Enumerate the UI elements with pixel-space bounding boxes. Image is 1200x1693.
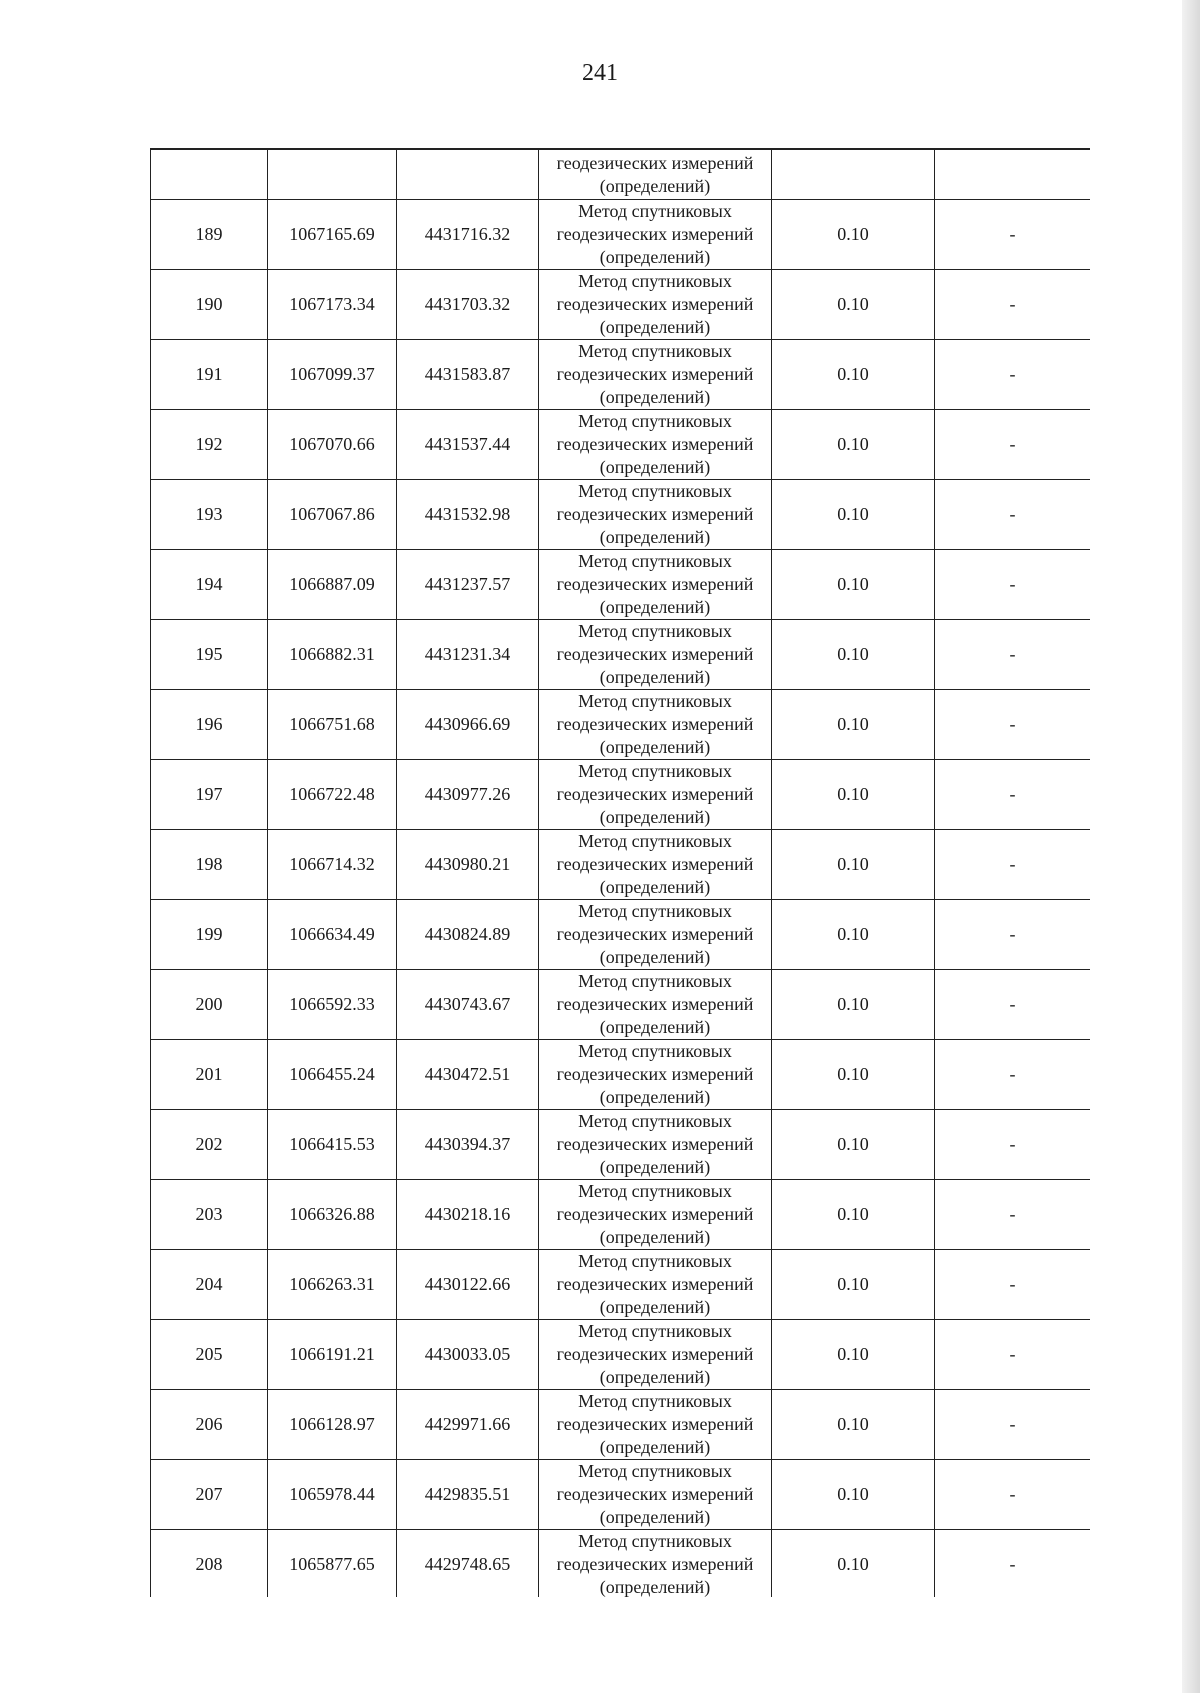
method-line: геодезических измерений (556, 224, 754, 244)
cell-point-number: 195 (151, 620, 268, 690)
method-line: геодезических измерений (556, 1064, 754, 1084)
cell-note (935, 150, 1091, 200)
table-row (151, 1040, 1091, 1110)
table-row (151, 830, 1091, 900)
cell-note: - (935, 1320, 1091, 1390)
cell-method (539, 760, 772, 830)
cell-note: - (935, 830, 1091, 900)
cell-point-number: 192 (151, 410, 268, 480)
cell-point-number: 198 (151, 830, 268, 900)
method-line: (определений) (599, 175, 711, 196)
coordinates-table (150, 149, 1090, 1597)
table-row (151, 270, 1091, 340)
cell-y-coordinate: 4431537.44 (397, 410, 539, 480)
cell-method (539, 1530, 772, 1598)
method-line: Метод спутниковых (578, 1181, 732, 1201)
method-line: Метод спутниковых (578, 621, 732, 641)
cell-precision: 0.10 (772, 1390, 935, 1460)
method-line: Метод спутниковых (578, 831, 732, 851)
method-line: Метод спутниковых (578, 1321, 732, 1341)
cell-method (539, 340, 772, 410)
method-line: геодезических измерений (556, 854, 754, 874)
cell-point-number: 194 (151, 550, 268, 620)
cell-x-coordinate: 1066128.97 (268, 1390, 397, 1460)
method-line: (определений) (599, 1437, 711, 1457)
method-line: (определений) (599, 1297, 711, 1317)
cell-note: - (935, 480, 1091, 550)
table-row (151, 340, 1091, 410)
method-line: Метод спутниковых (578, 481, 732, 501)
cell-note: - (935, 1460, 1091, 1530)
cell-precision: 0.10 (772, 970, 935, 1040)
cell-y-coordinate: 4429748.65 (397, 1530, 539, 1598)
method-line: геодезических измерений (556, 574, 754, 594)
cell-precision: 0.10 (772, 270, 935, 340)
cell-method (539, 1180, 772, 1250)
method-line: геодезических измерений (556, 994, 754, 1014)
method-line: геодезических измерений (556, 644, 754, 664)
method-line: геодезических измерений (556, 1274, 754, 1294)
method-line: геодезических измерений (556, 1554, 754, 1574)
cell-note: - (935, 550, 1091, 620)
method-line: Метод спутниковых (578, 1111, 732, 1131)
method-line: геодезических измерений (556, 1484, 754, 1504)
page-number: 241 (582, 60, 618, 86)
cell-x-coordinate: 1065877.65 (268, 1530, 397, 1598)
cell-point-number (151, 150, 268, 200)
cell-precision: 0.10 (772, 1040, 935, 1110)
table-row (151, 1250, 1091, 1320)
cell-precision: 0.10 (772, 830, 935, 900)
coordinates-table-wrapper (150, 148, 1090, 1597)
cell-y-coordinate: 4429835.51 (397, 1460, 539, 1530)
cell-method (539, 970, 772, 1040)
cell-method (539, 1250, 772, 1320)
method-line: (определений) (599, 1017, 711, 1037)
cell-y-coordinate: 4431703.32 (397, 270, 539, 340)
table-row (151, 900, 1091, 970)
method-line: геодезических измерений (556, 364, 754, 384)
cell-x-coordinate: 1066263.31 (268, 1250, 397, 1320)
table-row (151, 200, 1091, 270)
method-line: (определений) (599, 1507, 711, 1527)
cell-note: - (935, 270, 1091, 340)
method-line: Метод спутниковых (578, 761, 732, 781)
cell-point-number: 196 (151, 690, 268, 760)
cell-y-coordinate: 4430743.67 (397, 970, 539, 1040)
cell-y-coordinate: 4430824.89 (397, 900, 539, 970)
method-line: Метод спутниковых (578, 1461, 732, 1481)
cell-precision: 0.10 (772, 340, 935, 410)
method-line: геодезических измерений (556, 784, 754, 804)
method-line: (определений) (599, 1157, 711, 1177)
cell-y-coordinate: 4430977.26 (397, 760, 539, 830)
cell-precision: 0.10 (772, 690, 935, 760)
method-line: (определений) (599, 387, 711, 407)
cell-y-coordinate: 4430394.37 (397, 1110, 539, 1180)
cell-x-coordinate: 1066455.24 (268, 1040, 397, 1110)
method-line: (определений) (599, 1087, 711, 1107)
cell-x-coordinate: 1066714.32 (268, 830, 397, 900)
cell-point-number: 191 (151, 340, 268, 410)
cell-method (539, 200, 772, 270)
cell-y-coordinate: 4430472.51 (397, 1040, 539, 1110)
method-line: Метод спутниковых (578, 971, 732, 991)
table-row (151, 550, 1091, 620)
method-line: (определений) (599, 247, 711, 267)
method-line: Метод спутниковых (578, 691, 732, 711)
cell-note: - (935, 1110, 1091, 1180)
table-row (151, 480, 1091, 550)
cell-note: - (935, 410, 1091, 480)
cell-y-coordinate: 4430122.66 (397, 1250, 539, 1320)
cell-point-number: 202 (151, 1110, 268, 1180)
cell-point-number: 200 (151, 970, 268, 1040)
cell-point-number: 207 (151, 1460, 268, 1530)
cell-y-coordinate: 4429971.66 (397, 1390, 539, 1460)
cell-x-coordinate: 1067099.37 (268, 340, 397, 410)
table-row (151, 1180, 1091, 1250)
cell-method (539, 410, 772, 480)
cell-x-coordinate: 1067070.66 (268, 410, 397, 480)
cell-note: - (935, 1040, 1091, 1110)
table-row (151, 410, 1091, 480)
cell-point-number: 203 (151, 1180, 268, 1250)
cell-point-number: 205 (151, 1320, 268, 1390)
cell-point-number: 201 (151, 1040, 268, 1110)
cell-note: - (935, 970, 1091, 1040)
cell-precision: 0.10 (772, 550, 935, 620)
cell-precision: 0.10 (772, 200, 935, 270)
cell-y-coordinate: 4430033.05 (397, 1320, 539, 1390)
method-line: Метод спутниковых (578, 271, 732, 291)
table-row-continuation (151, 150, 1091, 200)
cell-point-number: 193 (151, 480, 268, 550)
cell-x-coordinate: 1067067.86 (268, 480, 397, 550)
cell-method (539, 620, 772, 690)
table-row (151, 970, 1091, 1040)
method-line: геодезических измерений (556, 1204, 754, 1224)
cell-method (539, 480, 772, 550)
cell-precision: 0.10 (772, 1110, 935, 1180)
cell-method (539, 550, 772, 620)
cell-y-coordinate: 4431231.34 (397, 620, 539, 690)
cell-y-coordinate: 4430966.69 (397, 690, 539, 760)
cell-precision: 0.10 (772, 410, 935, 480)
cell-y-coordinate: 4431237.57 (397, 550, 539, 620)
cell-method (539, 900, 772, 970)
table-row (151, 620, 1091, 690)
table-row (151, 1110, 1091, 1180)
cell-x-coordinate: 1066592.33 (268, 970, 397, 1040)
cell-x-coordinate: 1066722.48 (268, 760, 397, 830)
method-line: геодезических измерений (556, 1134, 754, 1154)
method-line: геодезических измерений (556, 924, 754, 944)
cell-note: - (935, 1530, 1091, 1598)
method-line: геодезических измерений (556, 714, 754, 734)
method-line: Метод спутниковых (578, 1041, 732, 1061)
table-row (151, 1390, 1091, 1460)
cell-y-coordinate: 4431532.98 (397, 480, 539, 550)
cell-method (539, 690, 772, 760)
cell-y-coordinate: 4430218.16 (397, 1180, 539, 1250)
cell-x-coordinate: 1066415.53 (268, 1110, 397, 1180)
cell-x-coordinate: 1067165.69 (268, 200, 397, 270)
method-line: Метод спутниковых (578, 341, 732, 361)
cell-x-coordinate: 1066634.49 (268, 900, 397, 970)
method-line: Метод спутниковых (578, 1391, 732, 1411)
cell-note: - (935, 1250, 1091, 1320)
method-line: (определений) (599, 947, 711, 967)
table-row (151, 1320, 1091, 1390)
cell-point-number: 204 (151, 1250, 268, 1320)
method-line: геодезических измерений (556, 504, 754, 524)
cell-y-coordinate: 4430980.21 (397, 830, 539, 900)
method-line: (определений) (599, 877, 711, 897)
cell-precision: 0.10 (772, 1460, 935, 1530)
table-row (151, 1460, 1091, 1530)
cell-method (539, 1320, 772, 1390)
cell-point-number: 190 (151, 270, 268, 340)
cell-point-number: 208 (151, 1530, 268, 1598)
method-line: (определений) (599, 1577, 711, 1597)
cell-x-coordinate: 1066326.88 (268, 1180, 397, 1250)
method-line: Метод спутниковых (578, 1251, 732, 1271)
page-edge-shadow (1182, 0, 1200, 1693)
cell-precision: 0.10 (772, 480, 935, 550)
cell-method (539, 830, 772, 900)
cell-x-coordinate: 1066882.31 (268, 620, 397, 690)
cell-precision: 0.10 (772, 1180, 935, 1250)
method-line: геодезических измерений (556, 1344, 754, 1364)
method-line: (определений) (599, 807, 711, 827)
cell-precision: 0.10 (772, 620, 935, 690)
method-line: геодезических измерений (556, 1414, 754, 1434)
cell-point-number: 206 (151, 1390, 268, 1460)
table-row (151, 760, 1091, 830)
cell-point-number: 189 (151, 200, 268, 270)
cell-note: - (935, 900, 1091, 970)
method-line: геодезических измерений (556, 434, 754, 454)
cell-x-coordinate (268, 150, 397, 200)
method-line: (определений) (599, 1227, 711, 1247)
method-line: (определений) (599, 597, 711, 617)
cell-note: - (935, 1180, 1091, 1250)
cell-precision: 0.10 (772, 900, 935, 970)
cell-note: - (935, 200, 1091, 270)
table-row (151, 690, 1091, 760)
cell-note: - (935, 340, 1091, 410)
cell-x-coordinate: 1066751.68 (268, 690, 397, 760)
method-line: (определений) (599, 457, 711, 477)
cell-x-coordinate: 1066191.21 (268, 1320, 397, 1390)
cell-method (539, 270, 772, 340)
cell-x-coordinate: 1067173.34 (268, 270, 397, 340)
cell-method (539, 1390, 772, 1460)
cell-note: - (935, 760, 1091, 830)
table-row (151, 1530, 1091, 1598)
cell-y-coordinate (397, 150, 539, 200)
cell-note: - (935, 690, 1091, 760)
method-line: (определений) (599, 1367, 711, 1387)
method-line: геодезических измерений (556, 294, 754, 314)
cell-note: - (935, 1390, 1091, 1460)
cell-precision: 0.10 (772, 1250, 935, 1320)
cell-y-coordinate: 4431716.32 (397, 200, 539, 270)
method-line: Метод спутниковых (578, 551, 732, 571)
cell-note: - (935, 620, 1091, 690)
cell-precision: 0.10 (772, 1530, 935, 1598)
method-line: (определений) (599, 737, 711, 757)
cell-precision: 0.10 (772, 760, 935, 830)
cell-method (539, 1460, 772, 1530)
method-line: Метод спутниковых (578, 411, 732, 431)
cell-method (539, 1040, 772, 1110)
method-line: Метод спутниковых (578, 901, 732, 921)
method-line: (определений) (599, 527, 711, 547)
cell-x-coordinate: 1066887.09 (268, 550, 397, 620)
cell-method (539, 150, 772, 200)
method-line: (определений) (599, 317, 711, 337)
cell-method (539, 1110, 772, 1180)
cell-precision (772, 150, 935, 200)
method-line: Метод спутниковых (578, 201, 732, 221)
cell-y-coordinate: 4431583.87 (397, 340, 539, 410)
cell-x-coordinate: 1065978.44 (268, 1460, 397, 1530)
cell-point-number: 199 (151, 900, 268, 970)
method-line: Метод спутниковых (578, 1531, 732, 1551)
cell-precision: 0.10 (772, 1320, 935, 1390)
method-line: геодезических измерений (556, 152, 754, 173)
method-line: (определений) (599, 667, 711, 687)
cell-point-number: 197 (151, 760, 268, 830)
